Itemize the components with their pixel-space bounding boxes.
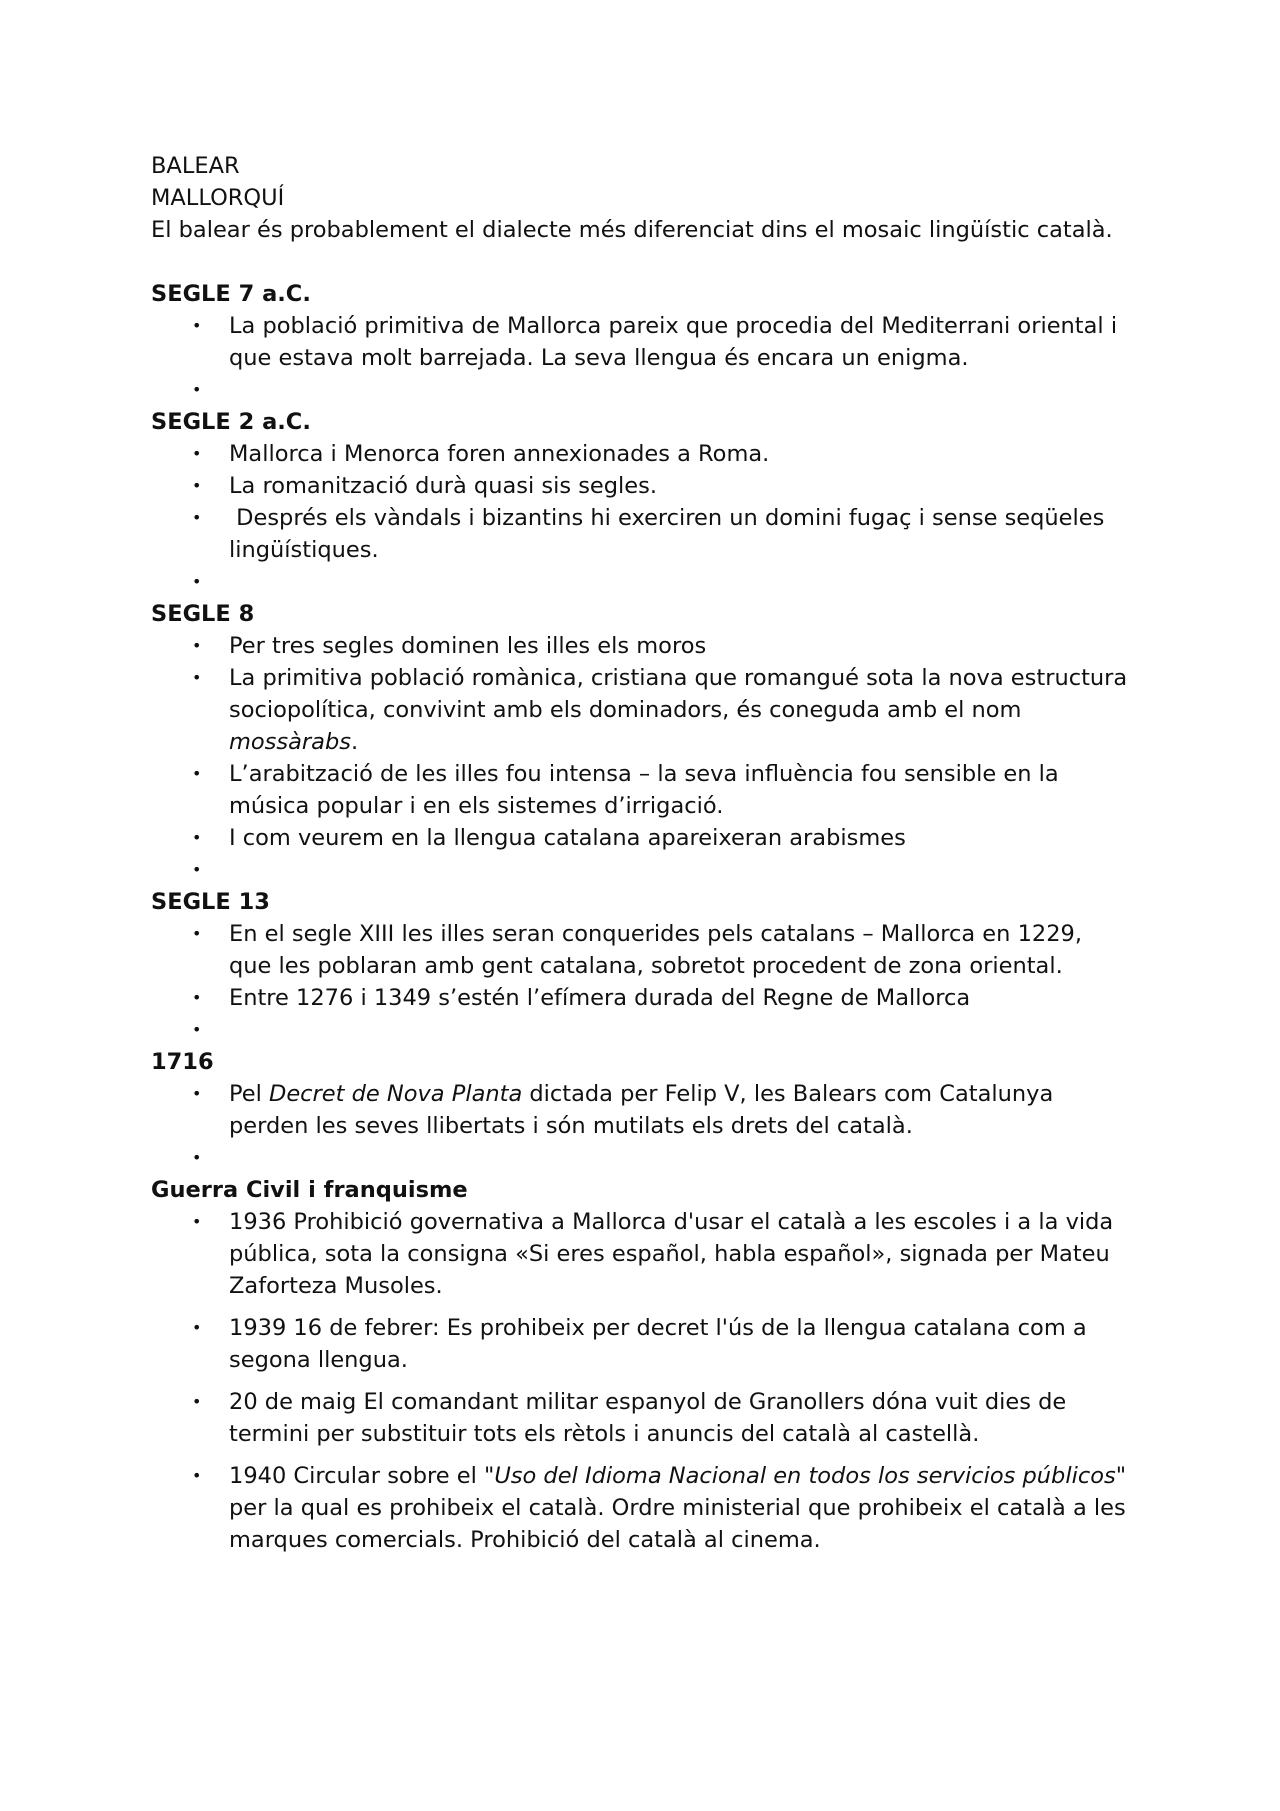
bullet-icon: • bbox=[192, 1084, 202, 1103]
section-heading-1716: 1716 bbox=[151, 1049, 214, 1075]
bullet-list-segle-8 bbox=[151, 630, 1131, 886]
list-item-text: L’arabització de les illes fou intensa – la seva influència fou sensible en la música popular i en els sistemes d’irrigació. bbox=[229, 761, 1059, 819]
bullet-icon: • bbox=[192, 764, 202, 783]
list-item bbox=[151, 982, 1131, 1014]
list-item-text: La romanització durà quasi sis segles. bbox=[229, 473, 658, 499]
bullet-icon: • bbox=[192, 380, 202, 399]
bullet-icon: • bbox=[192, 508, 202, 527]
list-item-empty bbox=[151, 566, 1131, 598]
bullet-list-guerra-civil bbox=[151, 1206, 1131, 1556]
bullet-icon: • bbox=[192, 316, 202, 335]
section-heading-guerra-civil: Guerra Civil i franquisme bbox=[151, 1177, 468, 1203]
italic-term-mossarabs: mossàrabs bbox=[229, 729, 351, 755]
list-item-empty bbox=[151, 854, 1131, 886]
list-item bbox=[151, 502, 1131, 566]
list-item bbox=[151, 438, 1131, 470]
list-item bbox=[151, 470, 1131, 502]
section-heading-segle-2: SEGLE 2 a.C. bbox=[151, 409, 311, 435]
list-item bbox=[151, 822, 1131, 854]
bullet-icon: • bbox=[192, 1318, 202, 1337]
list-item bbox=[151, 1460, 1131, 1556]
list-item bbox=[151, 1386, 1131, 1450]
section-heading-segle-7: SEGLE 7 a.C. bbox=[151, 281, 311, 307]
list-item-text: Mallorca i Menorca foren annexionades a Roma. bbox=[229, 441, 770, 467]
list-item-text-end: . bbox=[350, 729, 359, 755]
list-item-text-end: dictada per Felip V, les Balears com Catalunya perden les seves llibertats i són mutilats els drets del català. bbox=[229, 1081, 1054, 1139]
list-item-text: En el segle XIII les illes seran conquerides pels catalans – Mallorca en 1229, que les poblaran amb gent catalana, sobretot procedent de zona oriental. bbox=[229, 921, 1082, 979]
list-item-empty bbox=[151, 1142, 1131, 1174]
italic-term-uso-idioma: Uso del Idioma Nacional en todos los servicios públicos bbox=[494, 1463, 1116, 1489]
bullet-icon: • bbox=[192, 924, 202, 943]
list-item-empty bbox=[151, 1014, 1131, 1046]
list-item bbox=[151, 758, 1131, 822]
bullet-list-segle-2 bbox=[151, 438, 1131, 598]
list-item bbox=[151, 918, 1131, 982]
list-item-text-end: " per la qual es prohibeix el català. Ordre ministerial que prohibeix el català a les marques comercials. Prohibició del català al cinema. bbox=[229, 1463, 1127, 1553]
bullet-icon: • bbox=[192, 860, 202, 879]
bullet-icon: • bbox=[192, 1020, 202, 1039]
list-item bbox=[151, 662, 1131, 758]
bullet-list-segle-13 bbox=[151, 918, 1131, 1046]
title-balear: BALEAR bbox=[151, 153, 240, 179]
list-item-text: 1939 16 de febrer: Es prohibeix per decret l'ús de la llengua catalana com a segona llengua. bbox=[229, 1315, 1087, 1373]
bullet-icon: • bbox=[192, 1148, 202, 1167]
list-item bbox=[151, 1312, 1131, 1376]
list-item-text: I com veurem en la llengua catalana apareixeran arabismes bbox=[229, 825, 906, 851]
bullet-icon: • bbox=[192, 668, 202, 687]
list-item-text: Entre 1276 i 1349 s’estén l’efímera durada del Regne de Mallorca bbox=[229, 985, 971, 1011]
bullet-icon: • bbox=[192, 1212, 202, 1231]
list-item-text: Després els vàndals i bizantins hi exerciren un domini fugaç i sense seqüeles lingüístiques. bbox=[229, 505, 1112, 563]
section-heading-segle-8: SEGLE 8 bbox=[151, 601, 255, 627]
list-item-text: 1936 Prohibició governativa a Mallorca d'usar el català a les escoles i a la vida pública, sota la consigna «Si eres español, habla español», signada per Mateu Zaforteza Musoles. bbox=[229, 1209, 1114, 1299]
list-item bbox=[151, 630, 1131, 662]
italic-term-decret: Decret de Nova Planta bbox=[269, 1081, 523, 1107]
bullet-icon: • bbox=[192, 444, 202, 463]
bullet-icon: • bbox=[192, 636, 202, 655]
list-item-text: Per tres segles dominen les illes els moros bbox=[229, 633, 707, 659]
list-item-text: La primitiva població romànica, cristiana que romangué sota la nova estructura sociopolítica, convivint amb els dominadors, és coneguda amb el nom bbox=[229, 665, 1128, 723]
list-item-text: Pel bbox=[229, 1081, 270, 1107]
bullet-icon: • bbox=[192, 1392, 202, 1411]
list-item-text: La població primitiva de Mallorca pareix que procedia del Mediterrani oriental i que estava molt barrejada. La seva llengua és encara un enigma. bbox=[229, 313, 1118, 371]
intro-paragraph: El balear és probablement el dialecte més diferenciat dins el mosaic lingüístic català. bbox=[151, 217, 1113, 243]
bullet-list-segle-7 bbox=[151, 310, 1131, 406]
bullet-icon: • bbox=[192, 988, 202, 1007]
list-item bbox=[151, 310, 1131, 374]
list-item-text: 1940 Circular sobre el " bbox=[229, 1463, 495, 1489]
bullet-icon: • bbox=[192, 476, 202, 495]
list-item-text: 20 de maig El comandant militar espanyol de Granollers dóna vuit dies de termini per substituir tots els rètols i anuncis del català al castellà. bbox=[229, 1389, 1067, 1447]
subtitle-mallorqui: MALLORQUÍ bbox=[151, 185, 285, 211]
blank-line bbox=[151, 246, 1131, 278]
bullet-icon: • bbox=[192, 1466, 202, 1485]
document-page bbox=[151, 150, 1131, 1556]
list-item bbox=[151, 1078, 1131, 1142]
bullet-icon: • bbox=[192, 572, 202, 591]
bullet-list-1716 bbox=[151, 1078, 1131, 1174]
section-heading-segle-13: SEGLE 13 bbox=[151, 889, 270, 915]
bullet-icon: • bbox=[192, 828, 202, 847]
list-item bbox=[151, 1206, 1131, 1302]
list-item-empty bbox=[151, 374, 1131, 406]
